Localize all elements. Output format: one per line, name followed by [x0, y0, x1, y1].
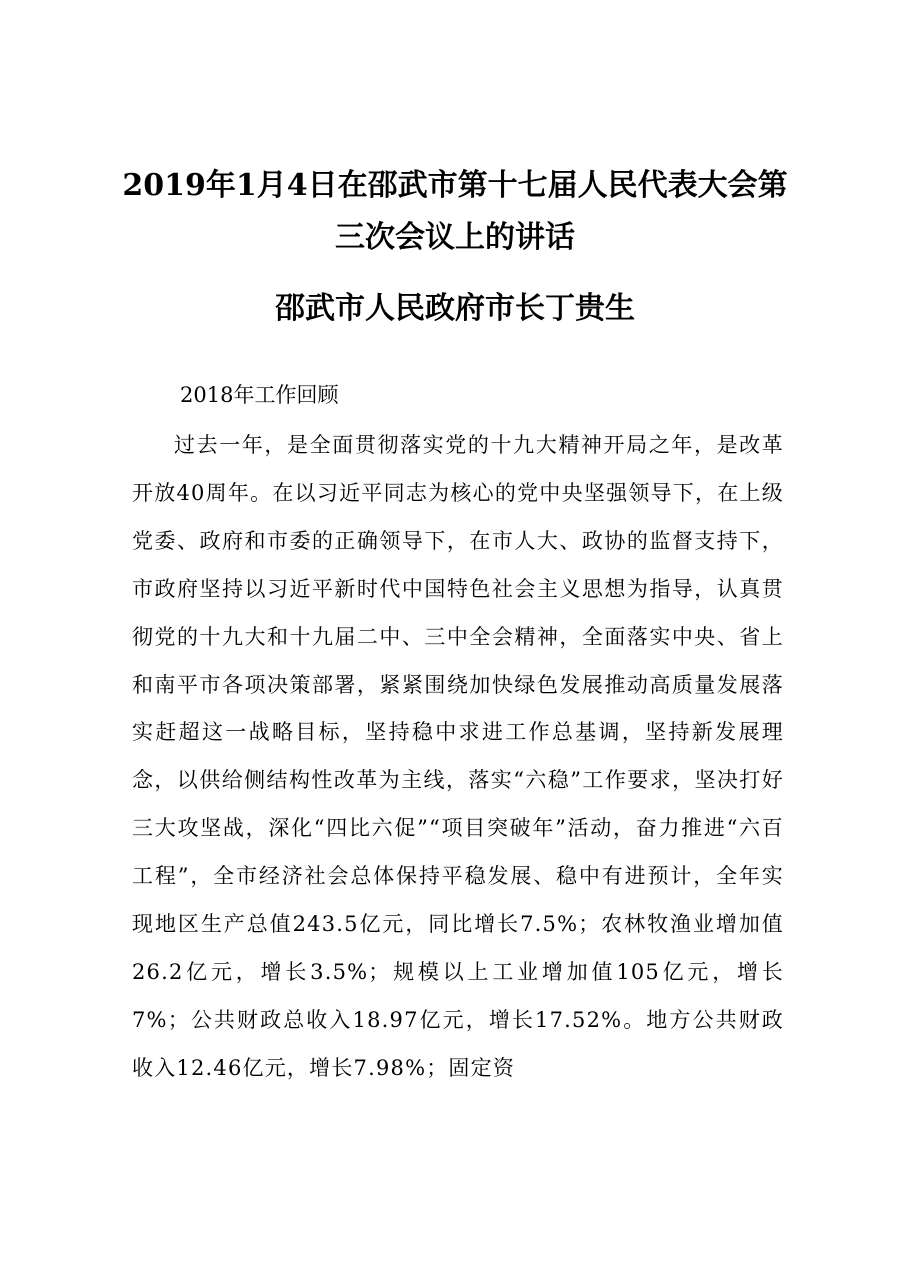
speaker-line: 邵武市人民政府市长丁贵生	[275, 291, 635, 326]
body-paragraph: 过去一年，是全面贯彻落实党的十九大精神开局之年，是改革开放40周年。在以习近平同志为核心的党中央坚强领导下，在上级党委、政府和市委的正确领导下，在市人大、政协的监督支持下，市政府坚持以习近平新时代中国特色社会主义思想为指导，认真贯彻党的十九大和十九届二中、三中全会精神，全面落实中央、省上和南平市各项决策部署，紧紧围绕加快绿色发展推动高质量发展落实赶超这一战略目标，坚持稳中求进工作总基调，坚持新发展理念，以供给侧结构性改革为主线，落实“六稳”工作要求，坚决打好三大攻坚战，深化“四比六促”“项目突破年”活动，奋力推进“六百工程”，全市经济社会总体保持平稳发展、稳中有进预计，全年实现地区生产总值243.5亿元，同比增长7.5%；农林牧渔业增加值26.2亿元，增长3.5%；规模以上工业增加值105亿元，增长7%；公共财政总收入18.97亿元，增长17.52%。地方公共财政收入12.46亿元，增长7.98%；固定资	[132, 433, 784, 1080]
document-title: 2019年1月4日在邵武市第十七届人民代表大会第三次会议上的讲话	[122, 168, 788, 255]
section-heading: 2018年工作回顾	[180, 383, 339, 407]
